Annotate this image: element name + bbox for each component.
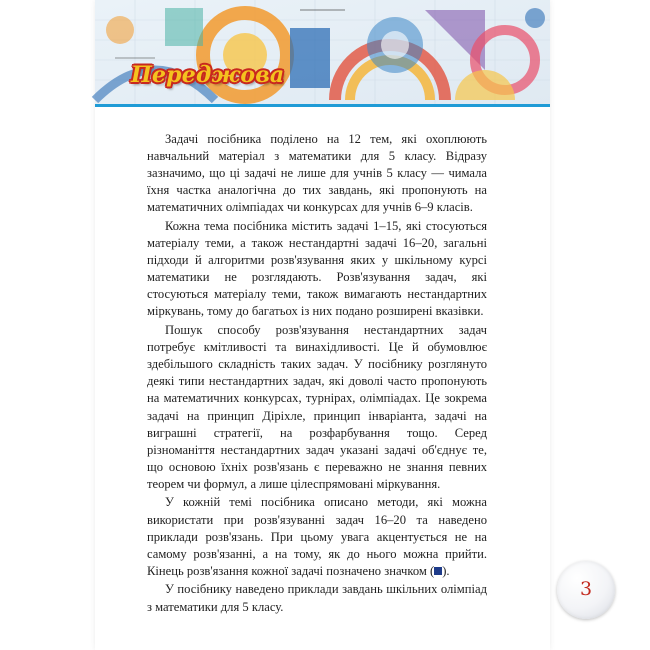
- paragraph-4-text: У кожній темі посібника описано методи, які можна використати при розв'язуванні задач 16–20 та наведено приклади розв'язань. При цьому увага акцентується не на самому розв'язанні, а на тому, як до нього можна прийти. Кінець розв'язання кожної задачі позначено значком (: [147, 495, 487, 578]
- paragraph-5: У посібнику наведено приклади завдань шкільних олімпіад з математики для 5 класу.: [147, 582, 487, 614]
- paragraph-2: Кожна тема посібника містить задачі 1–15, які стосуються матеріалу теми, а також нестандартні задачі 16–20, загальні підходи й алгоритми розв'язування яких у шкільному курсі математики не розглядають. Розв'язування задач, які стосуються матеріалу теми, також вимагають нестандартних міркувань, тому до багатьох із них подано розширені вказівки.: [147, 218, 487, 319]
- page-number: 3: [579, 578, 593, 600]
- decorative-math-illustration: [95, 0, 550, 105]
- page-number-badge: [557, 561, 615, 619]
- paragraph-1: Задачі посібника поділено на 12 тем, які охоплюють навчальний матеріал з математики для 5 класу. Відразу зазначимо, що ці задачі не лише для учнів 5 класу — чимала їхня частка аналогічна до тих завдань, які пропонують на математичних олімпіадах чи конкурсах для учнів 6–9 класів.: [147, 132, 487, 215]
- book-page: [95, 0, 593, 650]
- paragraph-3: Пошук способу розв'язування нестандартних задач потребує кмітливості та винахідливості. Це й обумовлює здебільшого складність таких задач. У посібнику розглянуто деякі типи нестандартних задач, які доволі часто пропонують на математичних конкурсах, турнірах, олімпіадах. Це зокрема задачі на принцип Діріхле, принцип інваріанта, задачі на виграшні стратегії, на розфарбування тощо. Серед різноманіття нестандартних задач указані задачі об'єднує те, що основою їхніх розв'язань є переважно не знання певних теорем чи формул, а лише цілеспрямовані міркування.: [147, 323, 487, 491]
- paragraph-4: [147, 494, 487, 579]
- header-banner: [95, 0, 550, 105]
- paragraph-4-end: ).: [442, 563, 450, 578]
- section-title: Переджова: [131, 62, 285, 88]
- body-text: [147, 131, 487, 617]
- header-divider: [95, 104, 550, 107]
